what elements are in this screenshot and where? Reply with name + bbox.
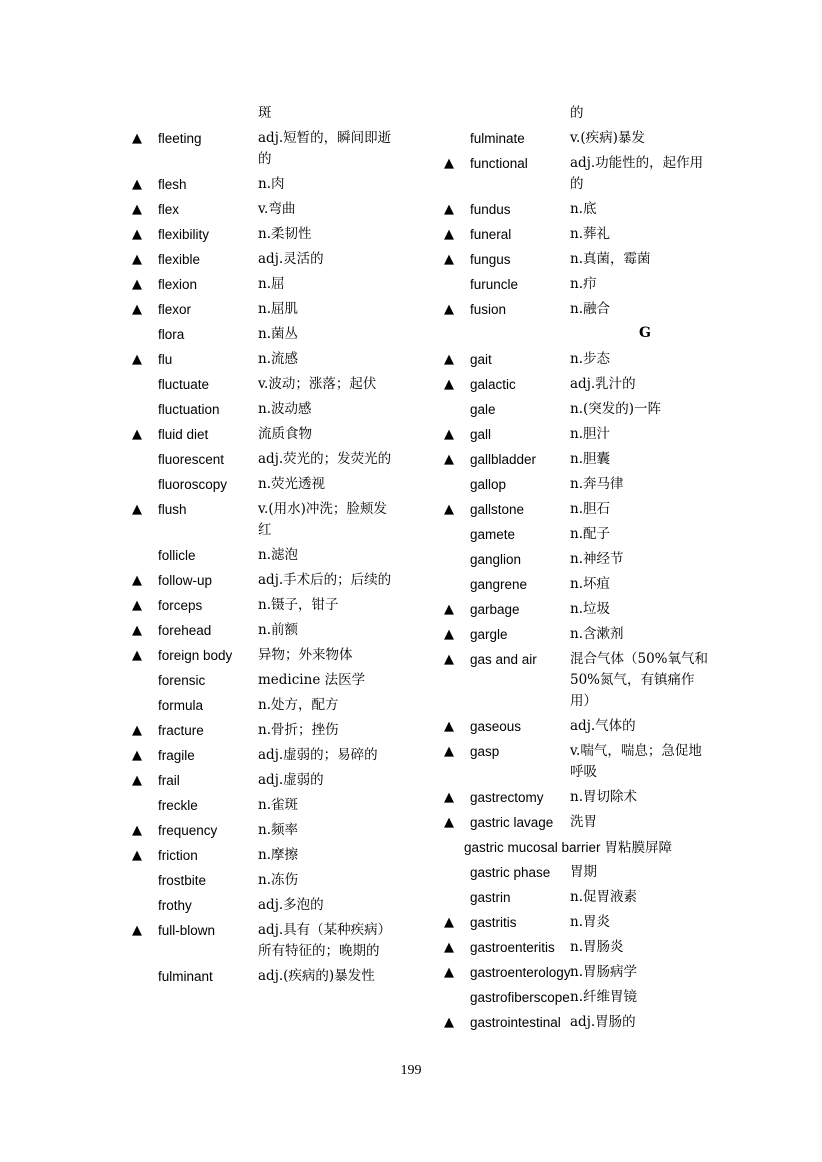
triangle-marker-icon: ▲ [132, 302, 142, 317]
triangle-marker-icon: ▲ [444, 744, 454, 759]
entry-definition: n.神经节 [570, 551, 624, 567]
entry-term: fluid diet [158, 427, 209, 442]
triangle-marker-icon: ▲ [444, 156, 454, 171]
section-letter: G [639, 325, 651, 341]
entry-term: flexible [158, 252, 201, 267]
entry-definition: n.纤维胃镜 [570, 989, 637, 1005]
triangle-marker-icon: ▲ [132, 648, 142, 663]
entry-definition: adj.虚弱的；易碎的 [258, 747, 378, 763]
entry-definition: n.胃切除术 [570, 789, 637, 805]
entry-term: gastrin [470, 890, 511, 905]
triangle-marker-icon: ▲ [444, 252, 454, 267]
glossary-entry [132, 271, 412, 296]
triangle-marker-icon: ▲ [444, 790, 454, 805]
triangle-marker-icon: ▲ [132, 848, 142, 863]
entry-definition: n.流感 [258, 351, 298, 367]
triangle-marker-icon: ▲ [132, 202, 142, 217]
entry-term: flush [158, 502, 187, 517]
entry-definition: n.荧光透视 [258, 476, 325, 492]
entry-term: fusion [470, 302, 507, 317]
triangle-marker-icon: ▲ [132, 823, 142, 838]
glossary-entry [444, 909, 724, 934]
triangle-marker-icon: ▲ [132, 177, 142, 192]
glossary-entry [444, 1009, 724, 1034]
triangle-marker-icon: ▲ [132, 773, 142, 788]
glossary-entry [444, 784, 724, 809]
glossary-entry [132, 371, 412, 396]
triangle-marker-icon: ▲ [444, 627, 454, 642]
triangle-marker-icon: ▲ [132, 252, 142, 267]
entry-definition: 流质食物 [258, 426, 312, 442]
entry-definition: 异物；外来物体 [258, 647, 353, 663]
entry-definition: n.屈肌 [258, 301, 298, 317]
entry-definition: adj.短暂的，瞬间即逝的 [258, 130, 392, 167]
entry-term: gangrene [470, 577, 528, 592]
glossary-entry [132, 542, 412, 567]
entry-term: ganglion [470, 552, 522, 567]
glossary-entry [132, 471, 412, 496]
glossary-entry [444, 934, 724, 959]
entry-term: fluoroscopy [158, 477, 228, 492]
glossary-entry [132, 742, 412, 767]
triangle-marker-icon: ▲ [444, 719, 454, 734]
entry-term: gastric lavage [470, 815, 554, 830]
entry-definition: 胃粘膜屏障 [604, 840, 673, 856]
glossary-entry [132, 171, 412, 196]
triangle-marker-icon: ▲ [444, 202, 454, 217]
entry-definition: n.胆汁 [570, 426, 610, 442]
glossary-entry [444, 809, 724, 834]
entry-term: gaseous [470, 719, 522, 734]
glossary-entry [444, 571, 724, 596]
entry-term: freckle [158, 798, 198, 813]
entry-definition: n.屈 [258, 276, 285, 292]
entry-definition: n.波动感 [258, 401, 312, 417]
entry-term: fluorescent [158, 452, 225, 467]
glossary-entry [444, 296, 724, 321]
entry-definition: adj.荧光的；发荧光的 [258, 451, 392, 467]
entry-term: flora [158, 327, 185, 342]
glossary-entry [444, 859, 724, 884]
continued-definition: 斑 [258, 105, 272, 121]
glossary-entry [444, 271, 724, 296]
entry-term: flu [158, 352, 173, 367]
glossary-entry [132, 221, 412, 246]
glossary-entry [444, 221, 724, 246]
entry-term: gastritis [470, 915, 517, 930]
glossary-entry [444, 446, 724, 471]
entry-term: gas and air [470, 652, 537, 667]
entry-term: fungus [470, 252, 511, 267]
entry-definition: 胃期 [570, 864, 597, 880]
entry-term: flexion [158, 277, 198, 292]
entry-definition: n.胆囊 [570, 451, 610, 467]
glossary-entry [444, 125, 724, 150]
entry-term: flexibility [158, 227, 210, 242]
entry-term: fracture [158, 723, 204, 738]
glossary-entry [444, 596, 724, 621]
glossary-entry [132, 296, 412, 321]
glossary-entry [444, 421, 724, 446]
triangle-marker-icon: ▲ [444, 915, 454, 930]
entry-definition: n.真菌，霉菌 [570, 251, 651, 267]
glossary-entry [132, 867, 412, 892]
entry-definition: adj.虚弱的 [258, 772, 324, 788]
triangle-marker-icon: ▲ [132, 277, 142, 292]
left-column [132, 100, 412, 988]
triangle-marker-icon: ▲ [132, 227, 142, 242]
triangle-marker-icon: ▲ [444, 302, 454, 317]
triangle-marker-icon: ▲ [132, 748, 142, 763]
entry-definition: n.处方，配方 [258, 697, 339, 713]
entry-term: frequency [158, 823, 218, 838]
entry-definition: n.底 [570, 201, 597, 217]
triangle-marker-icon: ▲ [444, 352, 454, 367]
entry-term: forensic [158, 673, 206, 688]
entry-definition: n.坏疽 [570, 576, 610, 592]
entry-definition: adj.(疾病的)暴发性 [258, 968, 375, 984]
entry-term: gastrofiberscope [470, 990, 570, 1005]
entry-term: gale [470, 402, 496, 417]
triangle-marker-icon: ▲ [444, 815, 454, 830]
glossary-entry [132, 396, 412, 421]
glossary-entry [444, 346, 724, 371]
entry-term: functional [470, 156, 528, 171]
entry-term: garbage [470, 602, 520, 617]
entry-definition: n.含漱剂 [570, 626, 624, 642]
triangle-marker-icon: ▲ [444, 652, 454, 667]
entry-term: gargle [470, 627, 508, 642]
entry-term: flex [158, 202, 180, 217]
glossary-entry [132, 196, 412, 221]
entry-definition: adj.具有（某种疾病）所有特征的；晚期的 [258, 922, 392, 959]
entry-definition: n.雀斑 [258, 797, 298, 813]
entry-term: formula [158, 698, 204, 713]
entry-definition: v.弯曲 [258, 201, 296, 217]
entry-definition: 洗胃 [570, 814, 597, 830]
entry-term: follicle [158, 548, 196, 563]
entry-term: fulminate [470, 131, 525, 146]
entry-term: follow-up [158, 573, 213, 588]
glossary-entry [132, 963, 412, 988]
glossary-entry [444, 959, 724, 984]
glossary-entry [132, 642, 412, 667]
entry-definition: n.垃圾 [570, 601, 610, 617]
glossary-entry [132, 692, 412, 717]
entry-term: gallbladder [470, 452, 537, 467]
entry-term: gastrectomy [470, 790, 544, 805]
entry-term: furuncle [470, 277, 519, 292]
entry-term: gastroenteritis [470, 940, 555, 955]
entry-term: galactic [470, 377, 516, 392]
entry-definition: v.波动；涨落；起伏 [258, 376, 377, 392]
entry-definition: adj.功能性的，起作用的 [570, 155, 704, 192]
triangle-marker-icon: ▲ [132, 598, 142, 613]
triangle-marker-icon: ▲ [132, 352, 142, 367]
glossary-entry [444, 150, 724, 196]
glossary-entry [132, 817, 412, 842]
entry-definition: n.柔韧性 [258, 226, 312, 242]
entry-definition: n.配子 [570, 526, 610, 542]
triangle-marker-icon: ▲ [444, 1015, 454, 1030]
glossary-entry [132, 792, 412, 817]
glossary-entry [444, 984, 724, 1009]
right-column [444, 100, 724, 1034]
triangle-marker-icon: ▲ [444, 377, 454, 392]
glossary-entry [444, 371, 724, 396]
glossary-entry [444, 713, 724, 738]
entry-term: frostbite [158, 873, 207, 888]
entry-definition: n.摩擦 [258, 847, 298, 863]
entry-term: fluctuation [158, 402, 220, 417]
entry-definition: medicine 法医学 [258, 672, 366, 688]
triangle-marker-icon: ▲ [444, 227, 454, 242]
glossary-entry [132, 125, 412, 171]
glossary-entry [444, 196, 724, 221]
glossary-entry [444, 496, 724, 521]
entry-term: flexor [158, 302, 192, 317]
entry-definition: n.疖 [570, 276, 597, 292]
entry-definition: n.促胃液素 [570, 889, 637, 905]
triangle-marker-icon: ▲ [132, 573, 142, 588]
entry-definition: adj.手术后的；后续的 [258, 572, 392, 588]
glossary-entry [132, 246, 412, 271]
entry-term: gastroenterology [470, 965, 571, 980]
triangle-marker-icon: ▲ [132, 723, 142, 738]
entry-definition: adj.灵活的 [258, 251, 324, 267]
entry-definition: n.胃肠炎 [570, 939, 624, 955]
glossary-entry [444, 621, 724, 646]
entry-term: gallop [470, 477, 507, 492]
glossary-entry [132, 667, 412, 692]
entry-definition: n.滤泡 [258, 547, 298, 563]
triangle-marker-icon: ▲ [132, 131, 142, 146]
entry-term: foreign body [158, 648, 233, 663]
entry-definition: n.冻伤 [258, 872, 298, 888]
entry-term: friction [158, 848, 198, 863]
entry-term: gamete [470, 527, 516, 542]
entry-definition: adj.气体的 [570, 718, 636, 734]
glossary-entry [132, 446, 412, 471]
entry-term: frail [158, 773, 180, 788]
entry-definition: n.融合 [570, 301, 610, 317]
triangle-marker-icon: ▲ [444, 502, 454, 517]
entry-definition: n.胆石 [570, 501, 610, 517]
entry-definition: n.镊子，钳子 [258, 597, 339, 613]
entry-definition: adj.乳汁的 [570, 376, 636, 392]
glossary-entry [132, 567, 412, 592]
glossary-entry [444, 546, 724, 571]
entry-definition: n.骨折；挫伤 [258, 722, 339, 738]
entry-term: gastrointestinal [470, 1015, 561, 1030]
entry-definition: v.(用水)冲洗；脸颊发红 [258, 501, 387, 538]
entry-definition: n.奔马律 [570, 476, 624, 492]
entry-term: forehead [158, 623, 212, 638]
entry-term: gastric mucosal barrier [464, 840, 601, 855]
triangle-marker-icon: ▲ [444, 452, 454, 467]
entry-term: gasp [470, 744, 500, 759]
entry-definition: v.喘气，喘息；急促地呼吸 [570, 743, 702, 780]
entry-definition: n.步态 [570, 351, 610, 367]
entry-definition: n.(突发的)一阵 [570, 401, 662, 417]
entry-term: flesh [158, 177, 187, 192]
entry-term: forceps [158, 598, 203, 613]
entry-term: fluctuate [158, 377, 210, 392]
entry-definition: n.前额 [258, 622, 298, 638]
glossary-entry [132, 717, 412, 742]
entry-term: full-blown [158, 923, 216, 938]
glossary-entry [132, 592, 412, 617]
triangle-marker-icon: ▲ [444, 602, 454, 617]
page-number: 199 [400, 1063, 422, 1078]
entry-term: fleeting [158, 131, 202, 146]
glossary-entry [444, 646, 724, 713]
glossary-entry [444, 884, 724, 909]
entry-term: gall [470, 427, 492, 442]
continued-definition: 的 [570, 105, 584, 121]
glossary-entry [132, 892, 412, 917]
entry-definition: 混合气体（50%氧气和 50%氮气，有镇痛作用） [570, 651, 709, 709]
triangle-marker-icon: ▲ [444, 965, 454, 980]
section-heading [444, 321, 708, 346]
entry-term: fulminant [158, 969, 213, 984]
entry-term: gastric phase [470, 865, 551, 880]
glossary-entry [132, 421, 412, 446]
entry-definition: n.胃炎 [570, 914, 610, 930]
entry-definition: n.菌丛 [258, 326, 298, 342]
entry-definition: n.频率 [258, 822, 298, 838]
glossary-entry [444, 834, 724, 859]
glossary-entry [132, 321, 412, 346]
triangle-marker-icon: ▲ [132, 502, 142, 517]
glossary-entry [444, 396, 724, 421]
triangle-marker-icon: ▲ [444, 427, 454, 442]
glossary-entry [132, 842, 412, 867]
entry-definition: n.胃肠病学 [570, 964, 637, 980]
entry-definition: adj.胃肠的 [570, 1014, 636, 1030]
entry-definition: n.葬礼 [570, 226, 610, 242]
entry-term: fundus [470, 202, 511, 217]
entry-definition: v.(疾病)暴发 [570, 130, 645, 146]
glossary-entry [444, 521, 724, 546]
triangle-marker-icon: ▲ [132, 923, 142, 938]
glossary-entry [132, 346, 412, 371]
entry-term: gait [470, 352, 492, 367]
entry-term: fragile [158, 748, 195, 763]
entry-definition: adj.多泡的 [258, 897, 324, 913]
glossary-entry [132, 917, 412, 963]
triangle-marker-icon: ▲ [132, 623, 142, 638]
entry-term: frothy [158, 898, 192, 913]
entry-definition: n.肉 [258, 176, 285, 192]
triangle-marker-icon: ▲ [132, 427, 142, 442]
glossary-entry [444, 738, 724, 784]
glossary-entry [132, 496, 412, 542]
glossary-entry [132, 767, 412, 792]
glossary-entry [444, 246, 724, 271]
triangle-marker-icon: ▲ [444, 940, 454, 955]
glossary-entry [444, 471, 724, 496]
glossary-entry [132, 617, 412, 642]
entry-term: funeral [470, 227, 512, 242]
entry-term: gallstone [470, 502, 525, 517]
